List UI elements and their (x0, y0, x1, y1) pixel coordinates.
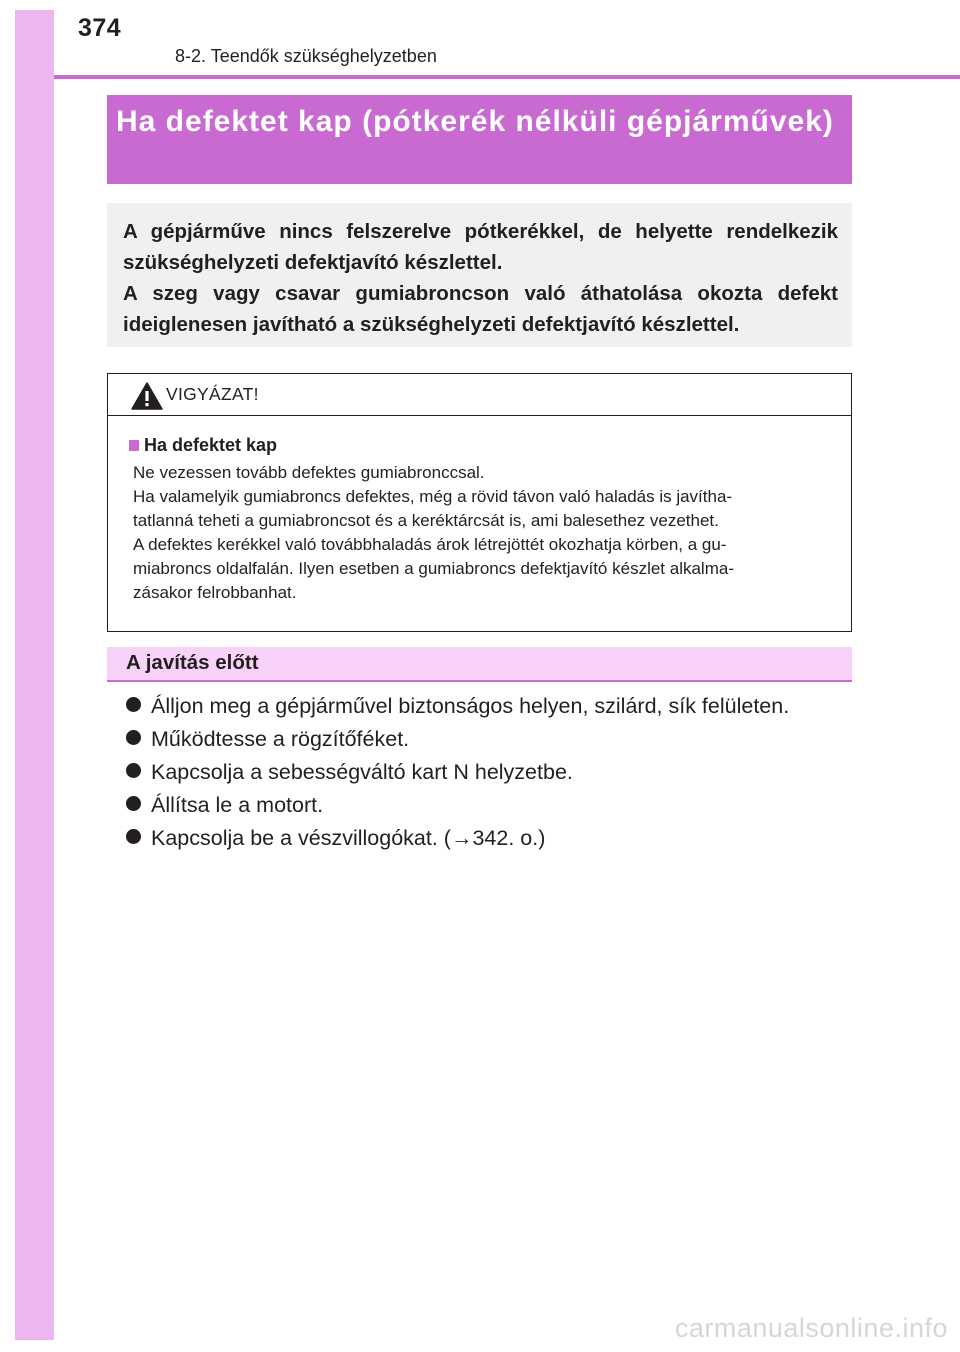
watermark: carmanualsonline.info (674, 1313, 948, 1343)
before-repair-list (126, 690, 789, 855)
square-bullet-icon (129, 440, 139, 451)
caution-body (108, 416, 851, 605)
caution-subtitle-text: Ha defektet kap (144, 435, 278, 455)
bullet-icon (126, 697, 141, 712)
list-item-text: Kapcsolja be a vészvillogókat. (→342. o.) (151, 826, 546, 850)
caution-line: Ne vezessen tovább defektes gumiabronccsal. (133, 463, 485, 482)
list-item-text: Működtesse a rögzítőféket. (151, 727, 410, 751)
list-item-text: Álljon meg a gépjárművel biztonságos helyen, szilárd, sík felületen. (151, 694, 790, 718)
caution-text (129, 461, 839, 605)
intro-paragraph: A gépjárműve nincs felszerelve pótkerékkel, de helyette rendelkezik szükséghelyzeti defektjavító készlettel. (123, 220, 838, 274)
bullet-icon (126, 763, 141, 778)
page-number: 374 (78, 14, 122, 42)
caution-header (108, 374, 851, 416)
page-title: Ha defektet kap (pótkerék nélküli gépjárművek) (107, 95, 852, 184)
list-item-text: Kapcsolja a sebességváltó kart N helyzetbe. (151, 760, 573, 784)
caution-subtitle (129, 433, 839, 457)
bullet-icon (126, 730, 141, 745)
caution-title: VIGYÁZAT! (166, 384, 259, 404)
list-item (126, 822, 789, 855)
header-rule (54, 75, 960, 79)
list-item-text: Állítsa le a motort. (151, 793, 324, 817)
section-label: 8-2. Teendők szükséghelyzetben (175, 46, 437, 66)
bullet-icon (126, 796, 141, 811)
caution-box (107, 373, 852, 632)
side-strip (15, 10, 54, 1340)
caution-line: tatlanná teheti a gumiabroncsot és a keréktárcsát is, ami balesethez vezethet. (133, 511, 719, 530)
list-item (126, 690, 789, 723)
warning-triangle-icon (131, 382, 163, 410)
bullet-icon (126, 829, 141, 844)
intro-paragraph: A szeg vagy csavar gumiabroncson való áthatolása okozta defekt ideiglenesen javítható a szükséghelyzeti defektjavító készlettel. (123, 282, 838, 336)
intro-box (107, 203, 852, 347)
caution-line: miabroncs oldalfalán. Ilyen esetben a gumiabroncs defektjavító készlet alkalma- (133, 559, 734, 578)
caution-line: zásakor felrobbanhat. (133, 583, 297, 602)
before-repair-heading: A javítás előtt (107, 647, 852, 682)
caution-line: A defektes kerékkel való továbbhaladás árok létrejöttét okozhatja körben, a gu- (133, 535, 727, 554)
list-item (126, 723, 789, 756)
list-item (126, 789, 789, 822)
list-item (126, 756, 789, 789)
caution-line: Ha valamelyik gumiabroncs defektes, még a rövid távon való haladás is javítha- (133, 487, 733, 506)
